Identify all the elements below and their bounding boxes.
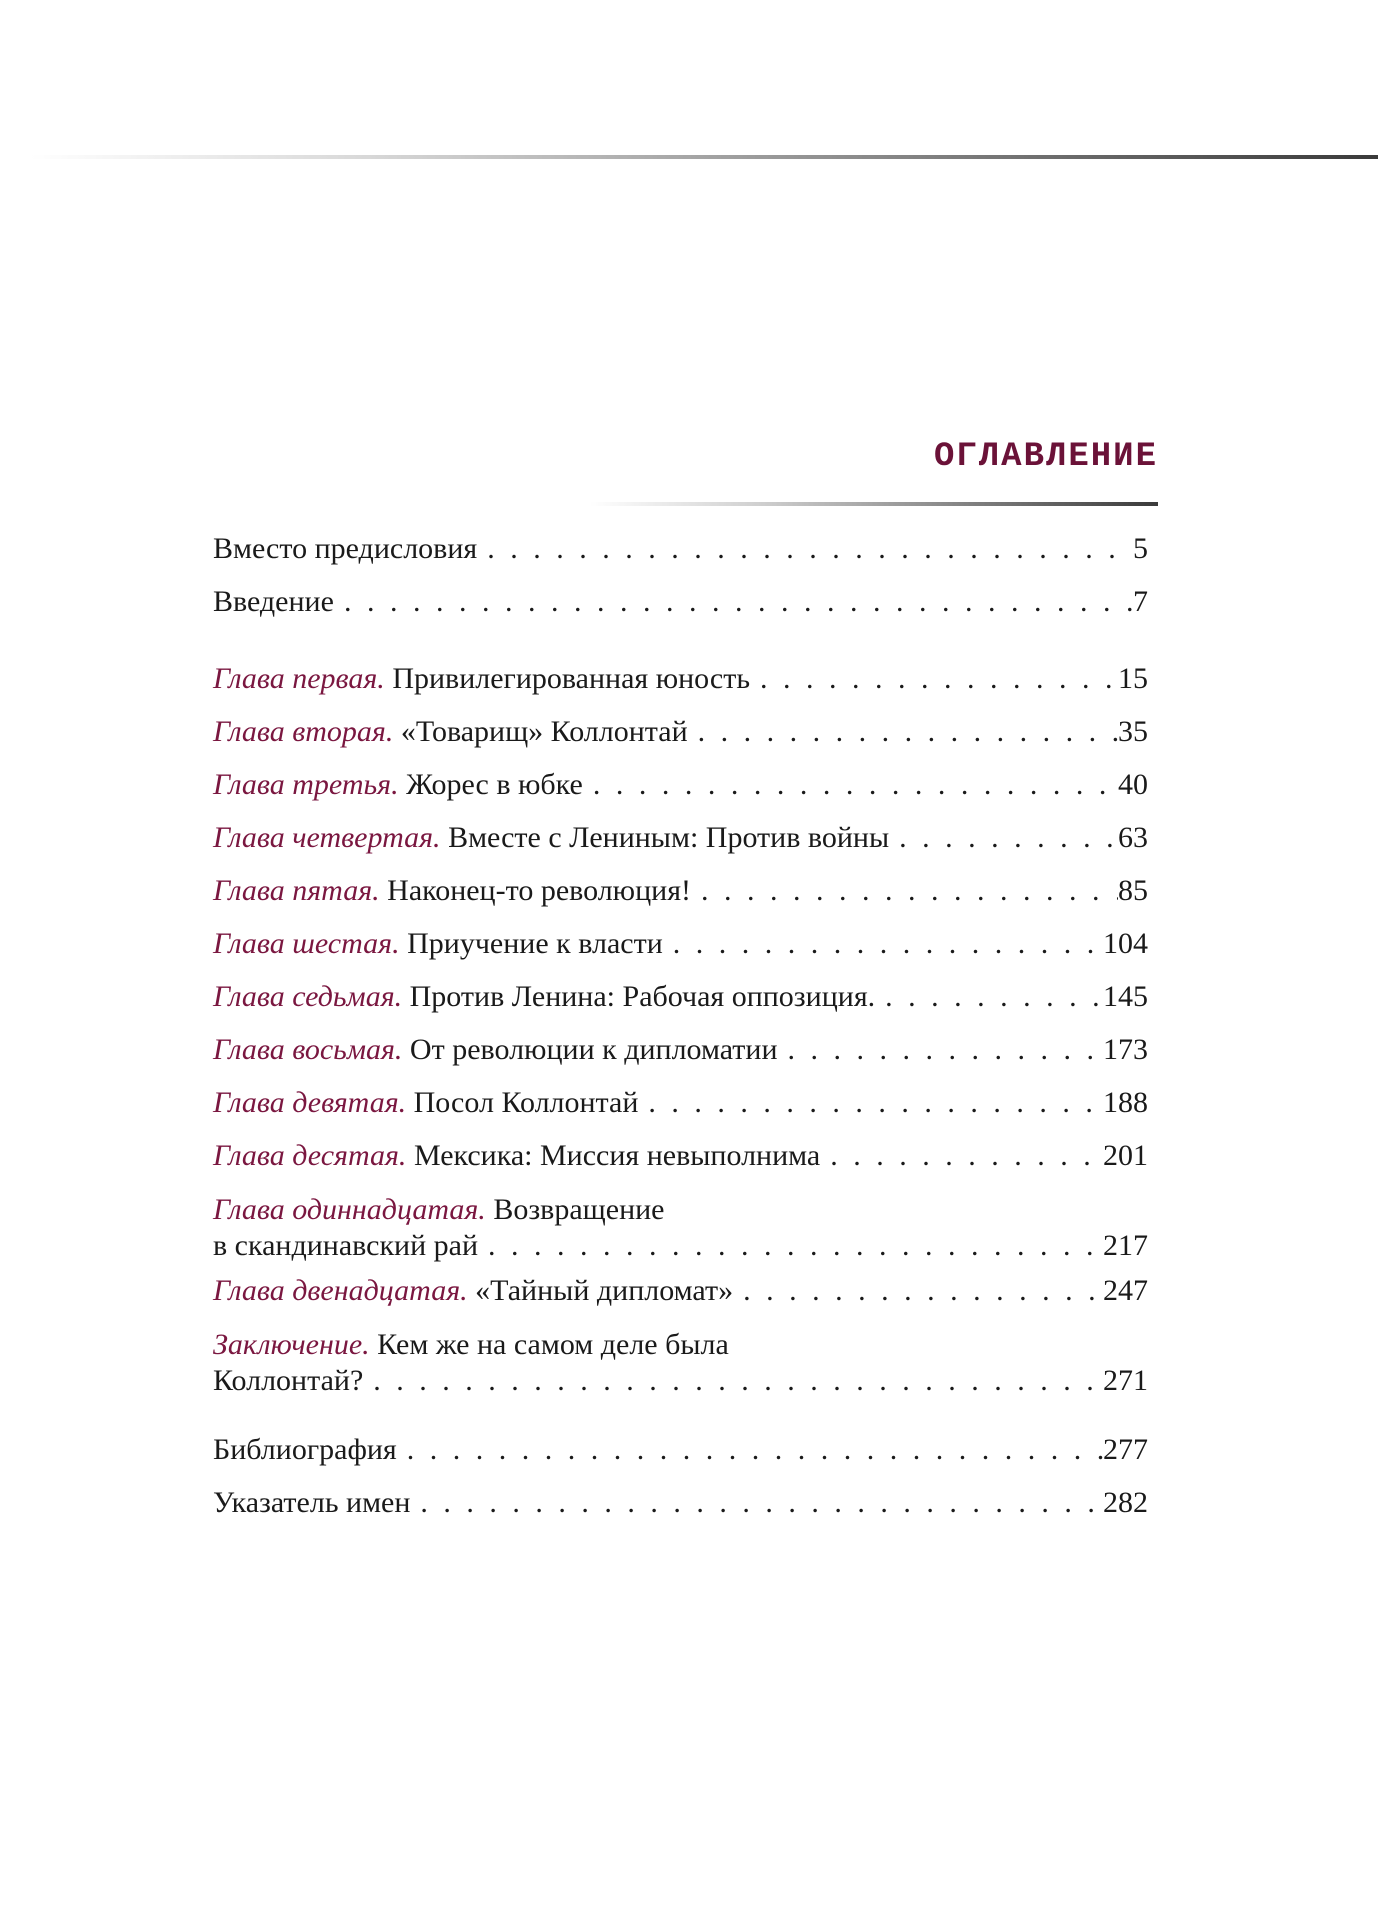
- toc-entry-page: 217: [1103, 1229, 1148, 1262]
- chapter-label: Глава шестая.: [213, 927, 400, 960]
- dot-leader: [334, 575, 1133, 628]
- dot-leader: [363, 1363, 1103, 1399]
- toc-entry-chapter-12[interactable]: [213, 1264, 1148, 1317]
- chapter-label: Глава девятая.: [213, 1086, 407, 1119]
- toc-entry-page: 5: [1133, 532, 1148, 565]
- toc-entry-page: 104: [1103, 927, 1148, 960]
- dot-leader: [688, 705, 1118, 758]
- chapter-label: Глава одиннадцатая.: [213, 1193, 486, 1226]
- toc-entry-title: Жорес в юбке: [406, 768, 583, 801]
- toc-entry-title: «Тайный дипломат»: [475, 1274, 734, 1307]
- toc-entry-chapter-4[interactable]: [213, 811, 1148, 864]
- toc-entry-chapter-7[interactable]: [213, 970, 1148, 1023]
- dot-leader: [820, 1129, 1103, 1182]
- chapter-label: Глава четвертая.: [213, 821, 441, 854]
- toc-entry-introduction[interactable]: [213, 575, 1148, 628]
- table-of-contents: [213, 522, 1148, 1529]
- toc-entry-title: Приучение к власти: [407, 927, 663, 960]
- section-gap: [213, 1399, 1148, 1423]
- toc-entry-title: От революции к дипломатии: [409, 1033, 778, 1066]
- toc-entry-conclusion[interactable]: [213, 1317, 1148, 1399]
- chapter-label: Глава десятая.: [213, 1139, 407, 1172]
- toc-entry-page: 188: [1103, 1086, 1148, 1119]
- toc-entry-chapter-2[interactable]: [213, 705, 1148, 758]
- toc-entry-page: 40: [1118, 768, 1148, 801]
- dot-leader: [478, 1228, 1103, 1264]
- chapter-label: Глава третья.: [213, 768, 399, 801]
- toc-entry-page: 15: [1118, 662, 1148, 695]
- top-rule: [30, 155, 1378, 159]
- toc-entry-title: Привилегированная юность: [392, 662, 751, 695]
- toc-entry-chapter-3[interactable]: [213, 758, 1148, 811]
- toc-entry-title-continued: в скандинавский рай: [213, 1229, 479, 1262]
- toc-entry-title: Мексика: Миссия невыполнима: [413, 1139, 821, 1172]
- toc-entry-chapter-6[interactable]: [213, 917, 1148, 970]
- dot-leader: [583, 758, 1118, 811]
- toc-entry-title-continued: Коллонтай?: [213, 1364, 364, 1397]
- toc-entry-title: «Товарищ» Коллонтай: [400, 715, 688, 748]
- section-gap: [213, 628, 1148, 652]
- toc-entry-title: Библиография: [213, 1433, 397, 1466]
- chapter-label: Глава пятая.: [213, 874, 380, 907]
- toc-entry-title: Наконец-то революция!: [387, 874, 691, 907]
- toc-entry-chapter-5[interactable]: [213, 864, 1148, 917]
- toc-entry-page: 173: [1103, 1033, 1148, 1066]
- title-underline: [590, 502, 1158, 506]
- toc-entry-chapter-9[interactable]: [213, 1076, 1148, 1129]
- chapter-label: Глава вторая.: [213, 715, 394, 748]
- toc-entry-page: 201: [1103, 1139, 1148, 1172]
- chapter-label: Глава седьмая.: [213, 980, 403, 1013]
- toc-entry-chapter-11[interactable]: [213, 1182, 1148, 1264]
- toc-entry-page: 145: [1103, 980, 1148, 1013]
- toc-entry-chapter-8[interactable]: [213, 1023, 1148, 1076]
- dot-leader: [638, 1076, 1103, 1129]
- toc-entry-title: Против Ленина: Рабочая оппозиция.: [409, 980, 876, 1013]
- toc-entry-preface[interactable]: [213, 522, 1148, 575]
- toc-entry-bibliography[interactable]: [213, 1423, 1148, 1476]
- chapter-label: Глава двенадцатая.: [213, 1274, 468, 1307]
- chapter-label: Глава восьмая.: [213, 1033, 403, 1066]
- toc-entry-title: Возвращение: [493, 1193, 665, 1226]
- dot-leader: [750, 652, 1118, 705]
- toc-entry-title: Введение: [213, 585, 334, 618]
- toc-entry-chapter-10[interactable]: [213, 1129, 1148, 1182]
- dot-leader: [397, 1423, 1103, 1476]
- chapter-label: Глава первая.: [213, 662, 385, 695]
- toc-entry-page: 247: [1103, 1274, 1148, 1307]
- dot-leader: [778, 1023, 1103, 1076]
- toc-entry-title: Указатель имен: [213, 1486, 411, 1519]
- toc-entry-title: Вместо предисловия: [213, 532, 478, 565]
- dot-leader: [410, 1476, 1103, 1529]
- toc-entry-title: Кем же на самом деле была: [377, 1328, 729, 1361]
- chapter-label: Заключение.: [213, 1328, 370, 1361]
- toc-entry-title: Вместе с Лениным: Против войны: [448, 821, 890, 854]
- toc-entry-page: 7: [1133, 585, 1148, 618]
- toc-entry-page: 282: [1103, 1486, 1148, 1519]
- toc-entry-page: 63: [1118, 821, 1148, 854]
- toc-entry-page: 35: [1118, 715, 1148, 748]
- dot-leader: [875, 970, 1103, 1023]
- toc-entry-title: Посол Коллонтай: [413, 1086, 639, 1119]
- dot-leader: [889, 811, 1118, 864]
- toc-entry-page: 277: [1103, 1433, 1148, 1466]
- toc-entry-page: 85: [1118, 874, 1148, 907]
- toc-entry-index[interactable]: [213, 1476, 1148, 1529]
- dot-leader: [477, 522, 1133, 575]
- toc-entry-chapter-1[interactable]: [213, 652, 1148, 705]
- toc-entry-page: 271: [1103, 1364, 1148, 1397]
- dot-leader: [691, 864, 1118, 917]
- dot-leader: [733, 1264, 1103, 1317]
- page-title: ОГЛАВЛЕНИЕ: [933, 438, 1158, 476]
- dot-leader: [663, 917, 1103, 970]
